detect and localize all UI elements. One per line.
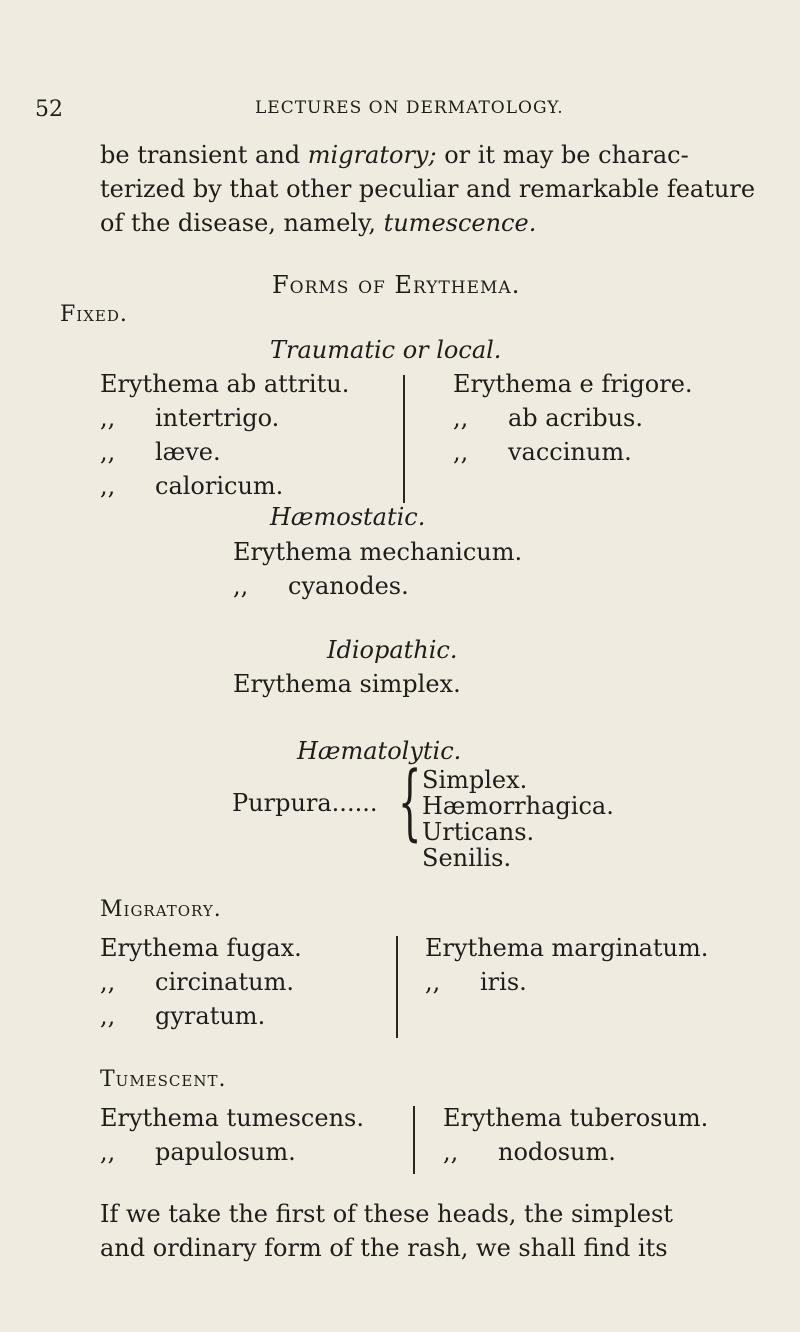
closing-paragraph [100,1197,673,1265]
traumatic-item-4: ,, caloricum. [100,472,284,500]
tumescent-right-item-1: Erythema tuberosum. [443,1104,709,1132]
traumatic-right-item-3: ,, vaccinum. [453,438,632,466]
closing-line-1: If we take the first of these heads, the simplest [100,1200,673,1228]
migratory-left-list [100,931,302,1033]
tumescent-heading: Tumescent. [100,1067,227,1092]
traumatic-column-divider [403,375,405,503]
traumatic-right-item-1: Erythema e frigore. [453,370,693,398]
migratory-right-item-2: ,, iris. [425,968,527,996]
purpura-item-3: Urticans. [422,818,535,846]
page-number: 52 [35,97,63,122]
haemostatic-heading: Hæmostatic. [270,503,426,531]
migratory-right-item-1: Erythema marginatum. [425,934,709,962]
traumatic-item-2: ,, intertrigo. [100,404,280,432]
opening-line-3: of the disease, namely, tumescence. [100,209,537,237]
purpura-item-1: Simplex. [422,766,528,794]
tumescent-item-1: Erythema tumescens. [100,1104,364,1132]
tumescent-right-list [443,1101,708,1169]
opening-line-2: terized by that other peculiar and remarkable feature [100,175,756,203]
opening-paragraph [100,138,760,240]
purpura-list [422,767,614,871]
section-title: Forms of Erythema. [272,271,521,299]
haematolytic-heading: Hæmatolytic. [297,737,462,765]
haemostatic-item-1: Erythema mechanicum. [233,538,523,566]
traumatic-item-3: ,, læve. [100,438,221,466]
traumatic-right-list [453,367,693,469]
migratory-column-divider [396,936,398,1038]
closing-line-2: and ordinary form of the rash, we shall find its [100,1234,668,1262]
migratory-heading: Migratory. [100,897,222,922]
tumescent-left-list [100,1101,364,1169]
opening-line-1: be transient and migratory; or it may be charac- [100,141,689,169]
haemostatic-list [233,535,522,603]
migratory-item-3: ,, gyratum. [100,1002,266,1030]
purpura-item-2: Hæmorrhagica. [422,792,614,820]
purpura-brace: { [398,755,422,850]
idiopathic-item-1: Erythema simplex. [233,670,461,698]
migratory-item-1: Erythema fugax. [100,934,302,962]
fixed-heading: Fixed. [60,302,128,327]
tumescent-column-divider [413,1106,415,1174]
tumescent-right-item-2: ,, nodosum. [443,1138,616,1166]
traumatic-left-list [100,367,349,503]
running-title: LECTURES ON DERMATOLOGY. [255,98,564,118]
purpura-item-4: Senilis. [422,844,512,872]
purpura-label: Purpura...... [232,789,378,817]
migratory-item-2: ,, circinatum. [100,968,294,996]
traumatic-heading: Traumatic or local. [270,336,502,364]
traumatic-item-1: Erythema ab attritu. [100,370,350,398]
idiopathic-heading: Idiopathic. [327,636,458,664]
tumescent-item-2: ,, papulosum. [100,1138,296,1166]
migratory-right-list [425,931,708,999]
traumatic-right-item-2: ,, ab acribus. [453,404,643,432]
haemostatic-item-2: ,, cyanodes. [233,572,409,600]
